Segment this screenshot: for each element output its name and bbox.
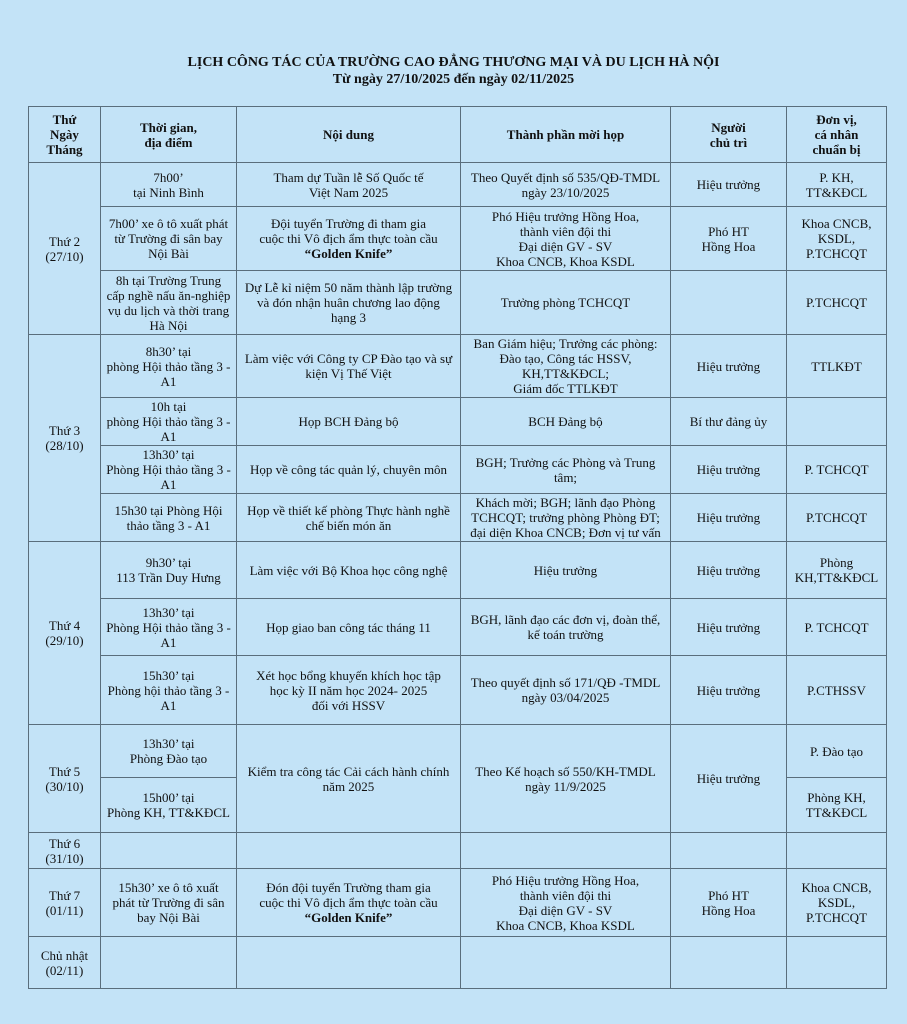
header-chair xyxy=(671,107,787,163)
cell-chair xyxy=(671,398,787,446)
text-line: Phó Hiệu trưởng Hồng Hoa, xyxy=(491,872,640,888)
table-row xyxy=(29,494,887,542)
table-row xyxy=(29,833,887,869)
cell-prep xyxy=(787,335,887,398)
cell-prep xyxy=(787,398,887,446)
text-line: Người xyxy=(711,119,746,135)
text-line: Phòng xyxy=(819,555,854,570)
text-line: 13h30’ tại xyxy=(142,447,195,462)
text-line: kiện Vị Thế Việt xyxy=(305,366,392,381)
text-line: bay Nội Bài xyxy=(137,910,200,925)
text-line: phòng Hội thảo tầng 3 - xyxy=(106,414,231,429)
text-line: KSDL, xyxy=(817,895,856,910)
cell-time xyxy=(101,398,237,446)
cell-time xyxy=(101,937,237,989)
table-row xyxy=(29,542,887,599)
text-line: 7h00’ xe ô tô xuất phát xyxy=(108,216,229,231)
text-line: 8h tại Trường Trung xyxy=(115,272,222,288)
text-line: Khoa CNCB, Khoa KSDL xyxy=(496,917,635,933)
cell-prep xyxy=(787,833,887,869)
table-row xyxy=(29,398,887,446)
cell-content xyxy=(237,725,461,833)
cell-prep xyxy=(787,207,887,271)
text-line: tại Ninh Bình xyxy=(133,184,204,200)
schedule-table xyxy=(28,106,887,989)
text-line: Tháng xyxy=(46,142,83,157)
cell-prep xyxy=(787,446,887,494)
text-line: Hiệu trưởng xyxy=(696,682,761,698)
text-line: 15h00’ tại xyxy=(142,790,195,805)
text-line: TT&KĐCL xyxy=(805,805,868,820)
text-line: Hồng Hoa xyxy=(701,902,756,918)
cell-prep xyxy=(787,937,887,989)
cell-time xyxy=(101,271,237,335)
text-line: Đại diện GV - SV xyxy=(518,238,613,254)
cell-attendees xyxy=(461,207,671,271)
text-line: Phòng KH, TT&KĐCL xyxy=(107,805,230,820)
text-line: Thứ 4 xyxy=(48,618,81,633)
text-line: (27/10) xyxy=(45,248,84,264)
text-line: A1 xyxy=(160,373,177,389)
text-line: chế biến món ăn xyxy=(305,517,392,533)
text-line: Họp BCH Đảng bộ xyxy=(298,414,399,429)
cell-chair xyxy=(671,335,787,398)
text-line: thành viên đội thi xyxy=(519,223,612,239)
text-line: vụ du lịch và thời trang xyxy=(107,302,230,318)
text-line: Kiểm tra công tác Cải cách hành chính xyxy=(247,763,450,779)
text-line: P.CTHSSV xyxy=(807,682,866,698)
text-line: A1 xyxy=(160,697,177,713)
text-line: Hiệu trưởng xyxy=(696,510,761,525)
cell-time xyxy=(101,869,237,937)
text-line: Hiệu trưởng xyxy=(696,177,761,192)
day-sunday xyxy=(29,937,101,989)
text-line: Theo Kế hoạch số 550/KH-TMDL xyxy=(475,763,656,779)
header-day xyxy=(29,107,101,163)
text-line: Làm việc với Công ty CP Đào tạo và sự xyxy=(244,351,453,366)
text-line: phòng Hội thảo tầng 3 - xyxy=(106,358,231,374)
text-line: P. TCHCQT xyxy=(804,619,869,635)
text-line: (28/10) xyxy=(45,438,84,453)
cell-time xyxy=(101,335,237,398)
text-line: ngày 11/9/2025 xyxy=(525,778,606,794)
text-line: 7h00’ xyxy=(153,169,184,185)
cell-attendees xyxy=(461,656,671,725)
cell-time xyxy=(101,207,237,271)
text-line: cấp nghề nấu ăn-nghiệp xyxy=(106,287,231,303)
text-line: Hà Nội xyxy=(149,317,188,333)
text-line: Thứ 5 xyxy=(48,763,81,779)
cell-chair xyxy=(671,494,787,542)
cell-attendees xyxy=(461,398,671,446)
table-row xyxy=(29,725,887,778)
text-line: Xét học bổng khuyến khích học tập xyxy=(256,667,441,683)
text-line: (31/10) xyxy=(45,850,84,866)
text-line: ngày 03/04/2025 xyxy=(521,690,610,705)
golden-knife-label: “Golden Knife” xyxy=(304,910,393,925)
text-line: Phòng Hội thảo tầng 3 - xyxy=(106,619,231,635)
text-line: 15h30’ tại xyxy=(142,667,195,683)
text-line: từ Trường đi sân bay xyxy=(114,231,223,246)
text-line: P. Đào tạo xyxy=(809,743,864,759)
header-prep xyxy=(787,107,887,163)
cell-attendees xyxy=(461,335,671,398)
text-line: 8h30’ tại xyxy=(145,343,192,359)
cell-prep xyxy=(787,494,887,542)
text-line: 15h30 tại Phòng Hội xyxy=(114,502,223,518)
text-line: KSDL, xyxy=(817,231,856,246)
cell-time xyxy=(101,833,237,869)
cell-chair xyxy=(671,163,787,207)
cell-time xyxy=(101,446,237,494)
cell-time xyxy=(101,599,237,656)
text-line: P.TCHCQT xyxy=(805,510,868,525)
cell-content xyxy=(237,599,461,656)
cell-content xyxy=(237,335,461,398)
text-line: A1 xyxy=(160,477,177,492)
text-line: A1 xyxy=(160,429,177,444)
text-line: thảo tầng 3 - A1 xyxy=(126,517,211,533)
cell-time xyxy=(101,542,237,599)
text-line: Thứ 7 xyxy=(48,887,81,903)
text-line: Theo quyết định số 171/QĐ -TMDL xyxy=(470,675,661,690)
text-line: Hiệu trưởng xyxy=(696,358,761,374)
cell-time xyxy=(101,656,237,725)
text-line: 13h30’ tại xyxy=(142,736,195,751)
table-row xyxy=(29,207,887,271)
text-line: học kỳ II năm học 2024- 2025 xyxy=(269,682,428,698)
cell-chair xyxy=(671,725,787,833)
text-line: P.TCHCQT xyxy=(805,910,868,925)
text-line: Thứ xyxy=(52,112,77,127)
text-line: 113 Trần Duy Hưng xyxy=(116,570,221,585)
text-line: Ngày xyxy=(50,127,79,142)
table-row xyxy=(29,656,887,725)
text-line: thành viên đội thi xyxy=(519,887,612,903)
table-row xyxy=(29,446,887,494)
text-line: Phòng Hội thảo tầng 3 - xyxy=(106,462,231,477)
cell-attendees xyxy=(461,937,671,989)
cell-prep xyxy=(787,599,887,656)
cell-attendees xyxy=(461,869,671,937)
text-line: Việt Nam 2025 xyxy=(308,184,389,200)
text-line: và đón nhận huân chương lao động xyxy=(257,295,440,310)
text-line: TT&KĐCL xyxy=(805,184,868,200)
table-row xyxy=(29,869,887,937)
header-content: Nội dung xyxy=(237,107,461,163)
text-line: chuẩn bị xyxy=(812,142,861,157)
cell-content xyxy=(237,163,461,207)
text-line: Phó Hiệu trưởng Hồng Hoa, xyxy=(491,208,640,224)
text-line: P.TCHCQT xyxy=(805,295,868,310)
cell-chair xyxy=(671,446,787,494)
cell-content xyxy=(237,271,461,335)
text-line: địa điểm xyxy=(144,134,193,150)
text-line: chủ trì xyxy=(709,134,748,150)
cell-attendees xyxy=(461,446,671,494)
cell-prep xyxy=(787,271,887,335)
text-line: 10h tại xyxy=(150,399,187,414)
text-line: Đội tuyển Trường đi tham gia xyxy=(270,216,427,231)
cell-attendees xyxy=(461,725,671,833)
text-line: A1 xyxy=(160,634,177,650)
text-line: Hiệu trưởng xyxy=(533,562,598,578)
table-row xyxy=(29,271,887,335)
header-row xyxy=(29,107,887,163)
text-line: hạng 3 xyxy=(330,310,367,325)
text-line: đối với HSSV xyxy=(311,697,386,713)
text-line: (02/11) xyxy=(45,962,84,978)
text-line: Khách mời; BGH; lãnh đạo Phòng xyxy=(475,495,656,510)
cell-content xyxy=(237,207,461,271)
text-line: P.TCHCQT xyxy=(805,246,868,261)
cell-content xyxy=(237,542,461,599)
text-line: Thời gian, xyxy=(139,119,198,135)
cell-time xyxy=(101,494,237,542)
text-line: Hồng Hoa xyxy=(701,238,756,254)
table-row xyxy=(29,335,887,398)
text-line: Đơn vị, xyxy=(816,112,857,127)
text-line: Bí thư đảng ủy xyxy=(689,414,768,429)
text-line: đại diện Khoa CNCB; Đơn vị tư vấn xyxy=(470,525,661,540)
title-line-2: Từ ngày 27/10/2025 đến ngày 02/11/2025 xyxy=(332,72,575,87)
golden-knife-label: “Golden Knife” xyxy=(304,246,393,261)
text-line: Hiệu trưởng xyxy=(696,619,761,635)
header-time xyxy=(101,107,237,163)
text-line: Họp về công tác quản lý, chuyên môn xyxy=(249,462,448,477)
text-line: Thứ 6 xyxy=(48,835,81,851)
cell-content xyxy=(237,937,461,989)
text-line: tâm; xyxy=(553,469,578,485)
text-line: (01/11) xyxy=(45,902,84,918)
text-line: Trưởng phòng TCHCQT xyxy=(500,295,631,310)
table-row xyxy=(29,937,887,989)
text-line: KH,TT&KĐCL; xyxy=(521,366,610,381)
text-line: Đón đội tuyển Trường tham gia xyxy=(266,880,431,895)
cell-prep xyxy=(787,869,887,937)
cell-prep xyxy=(787,778,887,833)
day-thursday xyxy=(29,725,101,833)
text-line: P. TCHCQT xyxy=(804,462,869,477)
text-line: Dự Lễ kỉ niệm 50 năm thành lập trường xyxy=(244,280,453,295)
cell-content xyxy=(237,446,461,494)
table-row xyxy=(29,599,887,656)
cell-chair xyxy=(671,542,787,599)
cell-content xyxy=(237,833,461,869)
title-line-1: LỊCH CÔNG TÁC CỦA TRƯỜNG CAO ĐẲNG THƯƠNG MẠI VÀ DU LỊCH HÀ NỘI xyxy=(187,55,720,70)
text-line: Chủ nhật xyxy=(40,947,89,963)
document-title xyxy=(0,54,907,88)
text-line: (30/10) xyxy=(45,778,84,794)
text-line: Khoa CNCB, xyxy=(801,880,872,895)
text-line: Khoa CNCB, Khoa KSDL xyxy=(496,253,635,269)
text-line: năm 2025 xyxy=(322,778,375,794)
cell-content xyxy=(237,494,461,542)
text-line: Phòng hội thảo tầng 3 - xyxy=(107,682,230,698)
text-line: Đào tạo, Công tác HSSV, xyxy=(499,351,632,366)
text-line: Nội Bài xyxy=(148,246,189,261)
cell-attendees xyxy=(461,494,671,542)
text-line: Phó HT xyxy=(708,887,749,903)
cell-attendees xyxy=(461,833,671,869)
cell-attendees xyxy=(461,542,671,599)
text-line: Giám đốc TTLKĐT xyxy=(513,381,618,396)
text-line: BGH, lãnh đạo các đơn vị, đoàn thể, xyxy=(470,612,661,627)
text-line: Thứ 2 xyxy=(48,233,81,249)
cell-chair xyxy=(671,599,787,656)
text-line: Thứ 3 xyxy=(48,423,81,438)
cell-chair xyxy=(671,869,787,937)
text-line: Khoa CNCB, xyxy=(801,216,872,231)
text-line: Phó HT xyxy=(708,223,749,239)
text-line: Ban Giám hiệu; Trưởng các phòng: xyxy=(473,336,658,351)
day-friday xyxy=(29,833,101,869)
cell-prep xyxy=(787,163,887,207)
cell-content xyxy=(237,398,461,446)
text-line: Hiệu trưởng xyxy=(696,462,761,477)
day-saturday xyxy=(29,869,101,937)
text-line: BGH; Trưởng các Phòng và Trung xyxy=(475,454,656,470)
text-line: Phòng Đào tạo xyxy=(129,751,208,766)
table-row xyxy=(29,163,887,207)
text-line: Hiệu trưởng xyxy=(696,562,761,578)
cell-chair xyxy=(671,271,787,335)
text-line: (29/10) xyxy=(45,633,84,648)
text-line: phát từ Trường đi sân xyxy=(112,895,225,910)
text-line: 13h30’ tại xyxy=(142,604,195,620)
cell-prep xyxy=(787,656,887,725)
header-attendees: Thành phần mời họp xyxy=(461,107,671,163)
cell-content xyxy=(237,869,461,937)
text-line: P. KH, xyxy=(819,169,854,185)
day-tuesday xyxy=(29,335,101,542)
text-line: Đại diện GV - SV xyxy=(518,902,613,918)
cell-time xyxy=(101,778,237,833)
text-line: cuộc thi Vô địch ẩm thực toàn cầu xyxy=(259,895,438,910)
text-line: Hiệu trưởng xyxy=(696,771,761,786)
cell-chair xyxy=(671,207,787,271)
text-line: Tham dự Tuần lễ Số Quốc tế xyxy=(273,169,424,185)
text-line: 9h30’ tại xyxy=(145,555,192,570)
text-line: Họp giao ban công tác tháng 11 xyxy=(266,619,431,635)
text-line: Họp về thiết kế phòng Thực hành nghề xyxy=(247,502,450,518)
day-monday xyxy=(29,163,101,335)
text-line: cuộc thi Vô địch ẩm thực toàn cầu xyxy=(259,231,438,246)
text-line: BCH Đảng bộ xyxy=(528,414,603,429)
cell-attendees xyxy=(461,599,671,656)
cell-time xyxy=(101,725,237,778)
text-line: Phòng KH, xyxy=(807,790,866,805)
text-line: Theo Quyết định số 535/QĐ-TMDL xyxy=(470,169,661,185)
cell-content xyxy=(237,656,461,725)
text-line: kế toán trường xyxy=(527,627,604,642)
cell-chair xyxy=(671,937,787,989)
text-line: TCHCQT; trưởng phòng Phòng ĐT; xyxy=(471,510,660,525)
text-line: cá nhân xyxy=(814,127,859,142)
text-line: KH,TT&KĐCL xyxy=(794,570,879,585)
cell-chair xyxy=(671,656,787,725)
text-line: 15h30’ xe ô tô xuất xyxy=(118,880,219,895)
cell-prep xyxy=(787,542,887,599)
text-line: Làm việc với Bộ Khoa học công nghệ xyxy=(249,562,448,578)
text-line: TTLKĐT xyxy=(811,358,862,374)
cell-time xyxy=(101,163,237,207)
day-wednesday xyxy=(29,542,101,725)
cell-prep xyxy=(787,725,887,778)
cell-chair xyxy=(671,833,787,869)
cell-attendees xyxy=(461,271,671,335)
text-line: ngày 23/10/2025 xyxy=(521,184,610,200)
cell-attendees xyxy=(461,163,671,207)
